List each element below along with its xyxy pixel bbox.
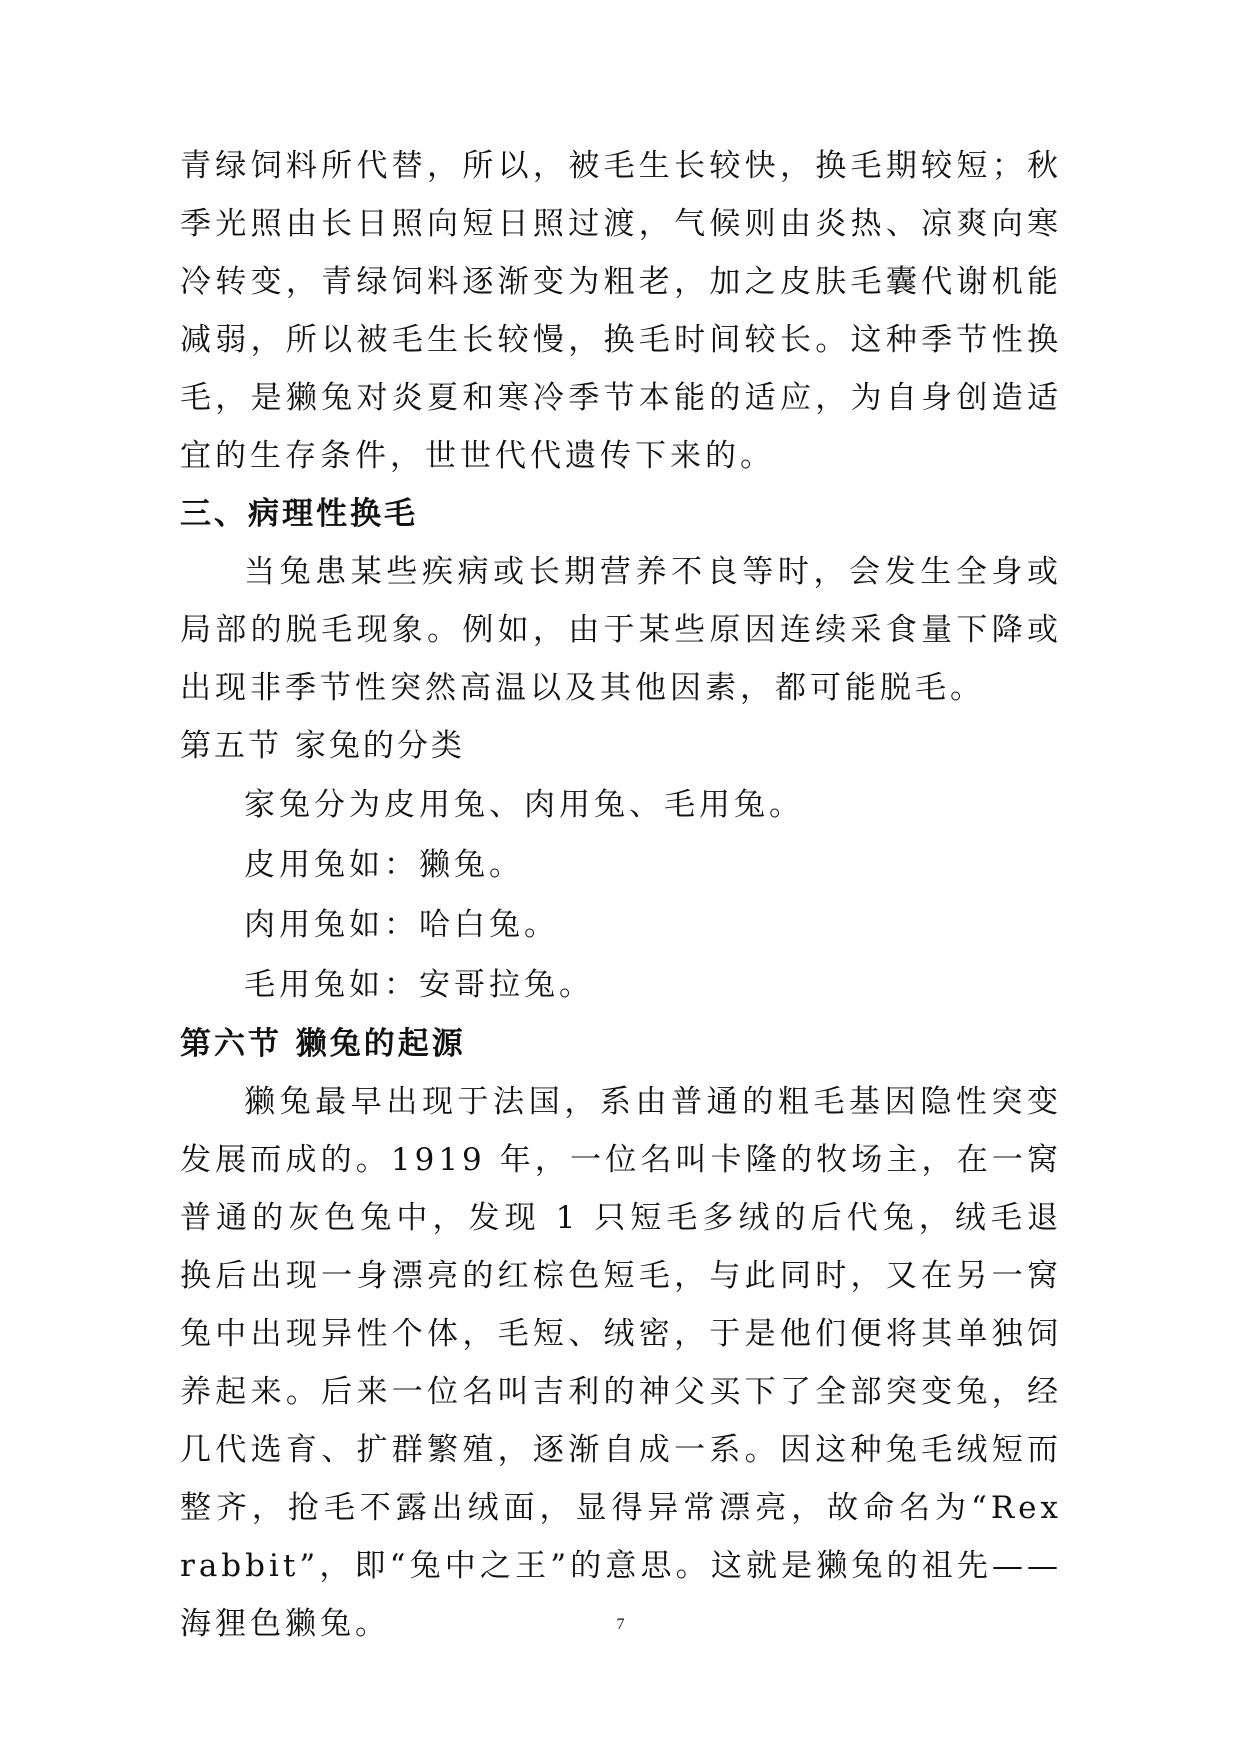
- classification-line-meat: 肉用兔如：哈白兔。: [244, 907, 559, 943]
- paragraph-rex-rabbit-origin: 獭兔最早出现于法国，系由普通的粗毛基因隐性突变发展而成的。1919 年，一位名叫卡隆的牧场主，在一窝普通的灰色兔中，发现 1 只短毛多绒的后代兔，绒毛退换后出现一身漂亮的红棕色短毛，与此同时，又在另一窝兔中出现异性个体，毛短、绒密，于是他们便将其单独饲养起来。后来一位名叫吉利的神父买下了全部突变兔，经几代选育、扩群繁殖，逐渐自成一系。因这种兔毛绒短而整齐，抢毛不露出绒面，显得异常漂亮，故命名为“Rex rabbit”，即“兔中之王”的意思。这就是獭兔的祖先——海狸色獭兔。: [180, 1084, 1062, 1642]
- page-number: 7: [616, 1616, 625, 1633]
- heading-pathological-molting: 三、病理性换毛: [180, 496, 418, 532]
- classification-line-intro: 家兔分为皮用兔、肉用兔、毛用兔。: [244, 787, 804, 823]
- heading-rex-rabbit-origin: 第六节 獭兔的起源: [180, 1026, 466, 1062]
- heading-rabbit-classification: 第五节 家兔的分类: [180, 728, 465, 764]
- classification-line-fur: 皮用兔如：獭兔。: [244, 847, 524, 883]
- paragraph-pathological-molting: 当兔患某些疾病或长期营养不良等时，会发生全身或局部的脱毛现象。例如，由于某些原因连续采食量下降或出现非季节性突然高温以及其他因素，都可能脱毛。: [180, 554, 1062, 706]
- body-text: [180, 137, 1062, 1653]
- classification-line-wool: 毛用兔如：安哥拉兔。: [244, 967, 594, 1003]
- paragraph-seasonal-molting-continued: 青绿饲料所代替，所以，被毛生长较快，换毛期较短；秋季光照由长日照向短日照过渡，气候则由炎热、凉爽向寒冷转变，青绿饲料逐渐变为粗老，加之皮肤毛囊代谢机能减弱，所以被毛生长较慢，换毛时间较长。这种季节性换毛，是獭兔对炎夏和寒冷季节本能的适应，为自身创造适宜的生存条件，世世代代遗传下来的。: [180, 148, 1062, 474]
